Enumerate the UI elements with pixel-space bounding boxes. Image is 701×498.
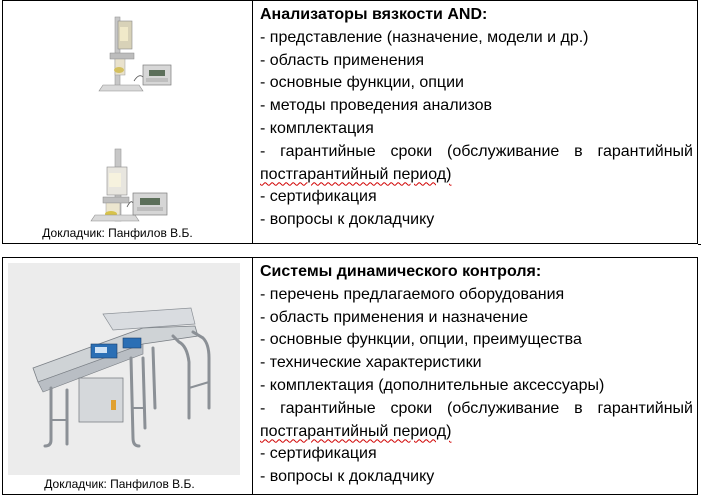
list-item: - перечень предлагаемого оборудования xyxy=(260,285,565,303)
list-item: - представление (назначение, модели и др.) xyxy=(260,28,589,46)
list-item: - гарантийные сроки (обслуживание в гарантийный xyxy=(260,399,693,417)
list-item: - комплектация (дополнительные аксессуары) xyxy=(260,376,605,394)
list-item: - область применения и назначение xyxy=(260,308,529,326)
checkweigher-photo xyxy=(3,258,253,494)
list-item: - область применения xyxy=(260,51,425,69)
dynamic-control-text-cell xyxy=(253,258,697,494)
list-item: - технические характеристики xyxy=(260,354,482,372)
section-title: Анализаторы вязкости AND: xyxy=(260,6,488,23)
viscosity-analyzers-table xyxy=(2,0,698,244)
list-item: - вопросы к докладчику xyxy=(260,211,435,229)
viscosity-analyzers-image-cell xyxy=(3,1,253,243)
list-item: - сертификация xyxy=(260,188,377,206)
list-item: - основные функции, опции xyxy=(260,74,464,92)
list-item: - основные функции, опции, преимущества xyxy=(260,331,582,349)
list-item: - вопросы к докладчику xyxy=(260,468,435,486)
section-title: Системы динамического контроля: xyxy=(260,263,542,280)
list-item: постгарантийный период) xyxy=(260,422,452,440)
viscosity-analyzer-photo-2 xyxy=(91,149,167,221)
dynamic-control-table xyxy=(2,257,698,495)
speaker-caption: Докладчик: Панфилов В.Б. xyxy=(42,226,193,240)
viscosity-analyzer-photo-1 xyxy=(99,17,171,91)
viscosity-analyzers-text-cell xyxy=(253,1,697,243)
viscosity-analyzer-images xyxy=(3,1,253,243)
speaker-caption: Докладчик: Панфилов В.Б. xyxy=(44,477,195,491)
dynamic-control-image-cell xyxy=(3,258,253,494)
list-item: - комплектация xyxy=(260,119,374,137)
list-item: - методы проведения анализов xyxy=(260,97,493,115)
list-item: - гарантийные сроки (обслуживание в гарантийный xyxy=(260,142,693,160)
list-item: постгарантийный период) xyxy=(260,165,452,183)
list-item: - сертификация xyxy=(260,445,377,463)
